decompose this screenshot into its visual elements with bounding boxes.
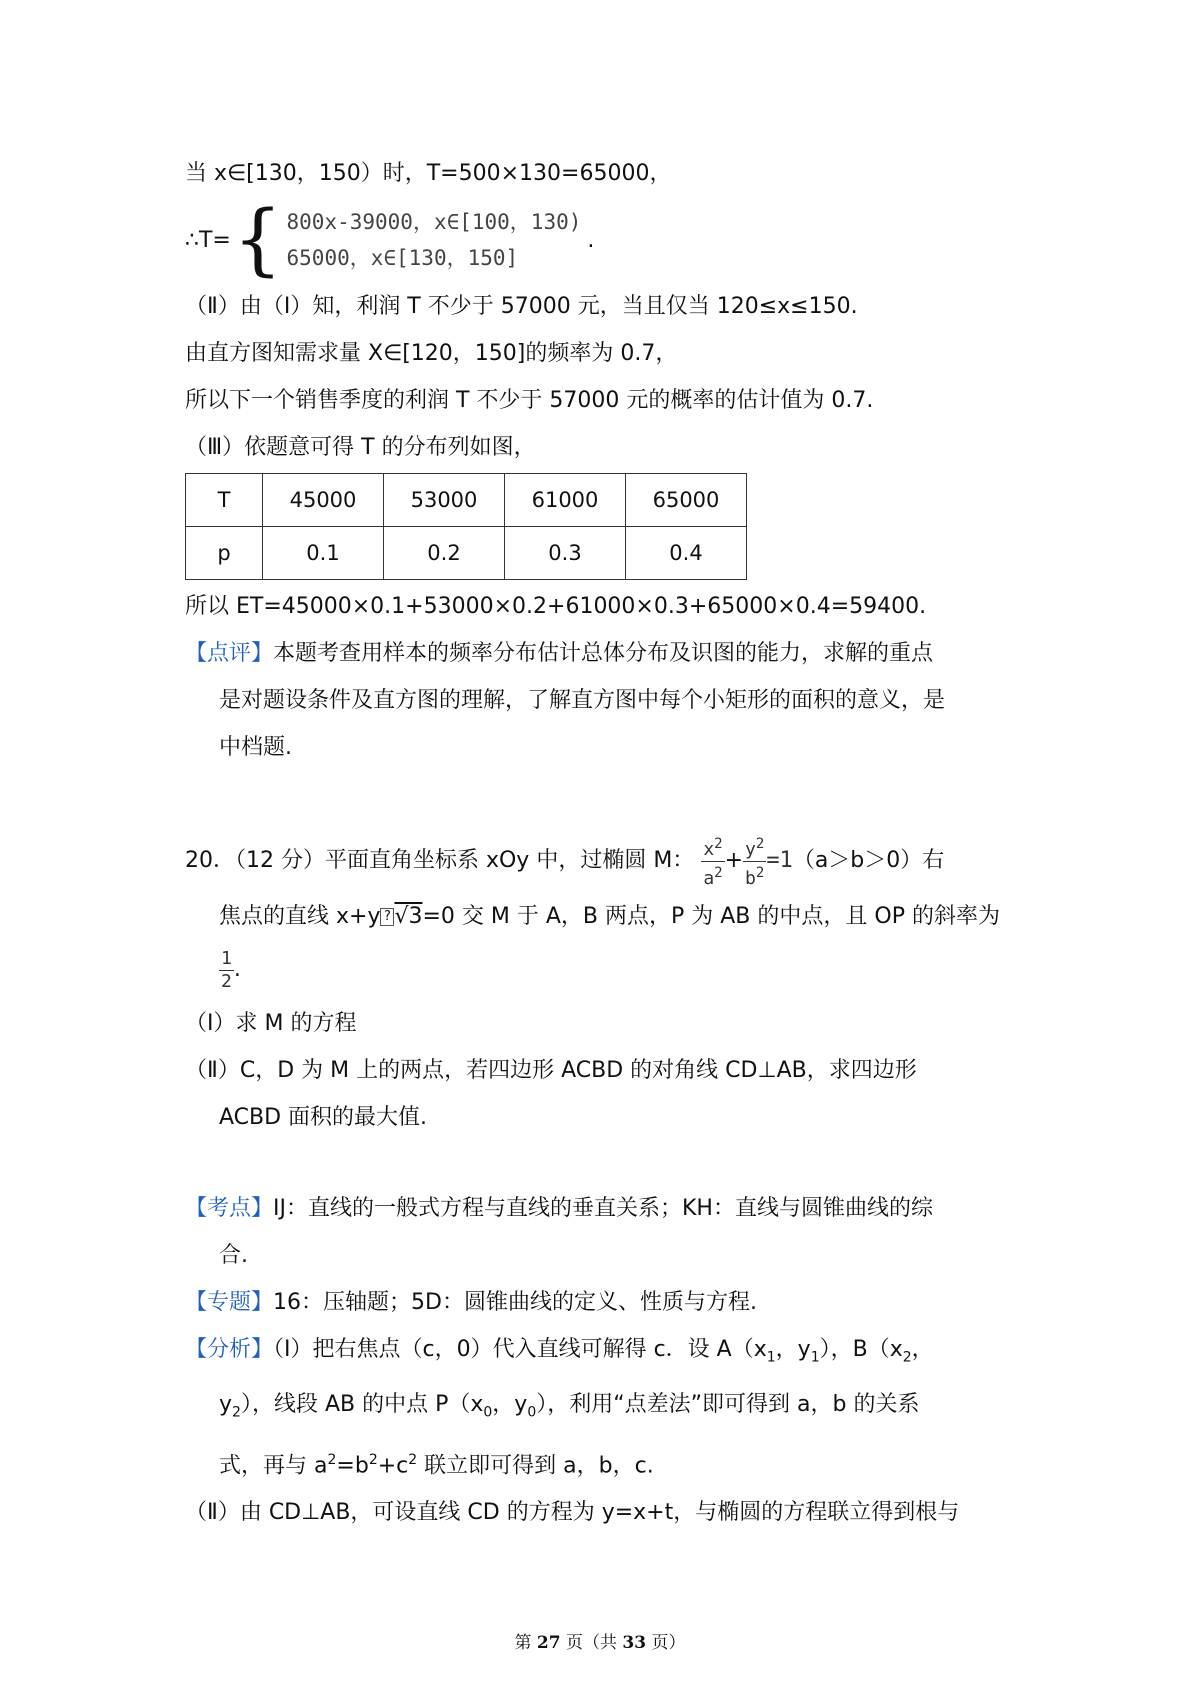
table-row: [186, 527, 747, 580]
table-cell: 45000: [263, 474, 384, 527]
ellipse-x-exp: 2: [714, 835, 723, 852]
fenxi-text: =b: [336, 1453, 369, 1479]
question-20-line-2: [185, 893, 1025, 940]
ellipse-y-den: b: [745, 867, 756, 889]
kaodian-line-1: [185, 1185, 1025, 1232]
fenxi-text: ），B（x: [819, 1337, 903, 1362]
line-part-ii: （Ⅱ）由（Ⅰ）知，利润 T 不少于 57000 元，当且仅当 120≤x≤150.: [185, 294, 858, 319]
fenxi-text: ，: [911, 1337, 934, 1362]
table-cell: T: [186, 474, 263, 527]
line-part-iii: （Ⅲ）依题意可得 T 的分布列如图，: [185, 435, 536, 460]
subscript: 1: [810, 1349, 820, 1366]
ellipse-a-exp: 2: [714, 864, 723, 881]
line-expectation: 所以 ET=45000×0.1+53000×0.2+61000×0.3+65000×0.4=59400.: [185, 594, 927, 619]
fenxi-text: ），利用“点差法”即可得到 a，b 的关系: [536, 1392, 920, 1418]
ellipse-plus: +: [724, 848, 744, 873]
zhuanti-text: 16：压轴题；5D：圆锥曲线的定义、性质与方程.: [273, 1290, 757, 1315]
line-equation-start: 焦点的直线 x+y: [219, 904, 381, 929]
fenxi-tag: 【分析】: [185, 1337, 274, 1362]
fenxi-text: ），线段 AB 的中点 P（x: [240, 1392, 484, 1418]
table-row: [186, 474, 747, 527]
missing-glyph-box: ?: [380, 908, 394, 926]
ellipse-y-fraction: [743, 833, 766, 890]
line-histogram-frequency: 由直方图知需求量 X∈[120，150]的频率为 0.7，: [185, 341, 678, 366]
comment-line-2: 是对题设条件及直方图的理解，了解直方图中每个小矩形的面积的意义，是: [219, 688, 946, 713]
piecewise-function: [185, 197, 1025, 283]
fenxi-text: 式，再与 a: [219, 1453, 328, 1479]
question-20-line-1: [185, 829, 1025, 893]
fenxi-text: 联立即可得到 a，b，c.: [417, 1453, 654, 1479]
footer-page-number: 27: [536, 1633, 561, 1653]
footer-total-pages: 33: [622, 1633, 647, 1653]
piecewise-cases: [287, 204, 582, 276]
zhuanti-tag: 【专题】: [185, 1290, 274, 1315]
fenxi-text: y: [219, 1392, 233, 1418]
left-brace: {: [232, 195, 283, 285]
table-cell: p: [186, 527, 263, 580]
question-20-condition: （a＞b＞0）右: [792, 848, 945, 873]
half-den: 2: [221, 970, 232, 992]
zhuanti-line: [185, 1279, 1025, 1326]
table-cell: 61000: [505, 474, 626, 527]
comment-line-1: [185, 630, 1025, 677]
page-footer: [0, 1628, 1200, 1653]
question-20-line-3: [185, 940, 1025, 1000]
piecewise-suffix: .: [587, 227, 595, 253]
document-body: [185, 150, 1025, 1536]
subscript: 0: [483, 1404, 493, 1421]
ellipse-x-den: a: [703, 867, 715, 889]
kaodian-text-1: IJ：直线的一般式方程与直线的垂直关系；KH：直线与圆锥曲线的综: [273, 1196, 933, 1221]
fenxi-text: ，y: [492, 1392, 528, 1418]
piecewise-case-2: 65000，x∈[130，150]: [286, 246, 519, 270]
comment-text-1: 本题考查用样本的频率分布估计总体分布及识图的能力，求解的重点: [273, 641, 934, 666]
ellipse-equals-one: =1: [766, 848, 793, 873]
line-probability-estimate: 所以下一个销售季度的利润 T 不少于 57000 元的概率的估计值为 0.7.: [185, 388, 874, 413]
subscript: 2: [902, 1349, 912, 1366]
subscript: 2: [232, 1404, 241, 1421]
footer-middle: 页（共: [560, 1633, 623, 1653]
subscript: 0: [527, 1404, 537, 1421]
ellipse-x-num: x: [703, 838, 715, 860]
question-20-rest: =0 交 M 于 A，B 两点，P 为 AB 的中点，且 OP 的斜率为: [422, 904, 1000, 929]
fenxi-line-4: （Ⅱ）由 CD⊥AB，可设直线 CD 的方程为 y=x+t，与椭圆的方程联立得到根与: [185, 1500, 960, 1526]
superscript: 2: [408, 1451, 418, 1468]
table-cell: 0.2: [384, 527, 505, 580]
ellipse-b-exp: 2: [755, 864, 765, 881]
fenxi-text: +c: [377, 1453, 409, 1479]
question-20-part-ii-1: （Ⅱ）C，D 为 M 上的两点，若四边形 ACBD 的对角线 CD⊥AB，求四边形: [185, 1058, 917, 1083]
comment-line-3: 中档题.: [219, 735, 292, 760]
fenxi-line-1: [185, 1326, 1025, 1381]
ellipse-x-fraction: [701, 833, 724, 890]
table-cell: 0.3: [505, 527, 626, 580]
period: .: [233, 957, 241, 982]
comment-tag: 【点评】: [185, 641, 274, 666]
fenxi-line-2: [185, 1381, 1025, 1436]
table-cell: 65000: [626, 474, 747, 527]
table-cell: 0.1: [263, 527, 384, 580]
table-cell: 0.4: [626, 527, 747, 580]
piecewise-prefix: ∴T=: [185, 227, 231, 253]
ellipse-y-exp: 2: [755, 835, 765, 852]
sqrt-three: √3: [394, 904, 423, 929]
superscript: 2: [368, 1451, 378, 1468]
footer-prefix: 第: [514, 1633, 537, 1653]
footer-suffix: 页）: [646, 1633, 686, 1653]
fenxi-text: ，y: [775, 1337, 811, 1362]
kaodian-tag: 【考点】: [185, 1196, 274, 1221]
distribution-table: [185, 473, 747, 580]
half-num: 1: [221, 947, 232, 969]
fenxi-text: （Ⅰ）把右焦点（c，0）代入直线可解得 c．设 A（x: [273, 1337, 767, 1362]
slope-half-fraction: [219, 948, 234, 993]
line-t-at-130: 当 x∈[130，150）时，T=500×130=65000，: [185, 161, 672, 186]
table-cell: 53000: [384, 474, 505, 527]
question-20-intro: 20．（12 分）平面直角坐标系 xOy 中，过椭圆 M：: [185, 848, 695, 873]
question-20-part-i: （Ⅰ）求 M 的方程: [185, 1011, 357, 1036]
superscript: 2: [327, 1451, 337, 1468]
fenxi-line-3: [185, 1437, 1025, 1489]
ellipse-y-num: y: [745, 838, 756, 860]
question-20-part-ii-2: ACBD 面积的最大值.: [219, 1105, 428, 1130]
subscript: 1: [766, 1349, 776, 1366]
kaodian-line-2: 合.: [219, 1243, 248, 1268]
piecewise-case-1: 800x-39000，x∈[100，130): [286, 210, 582, 234]
